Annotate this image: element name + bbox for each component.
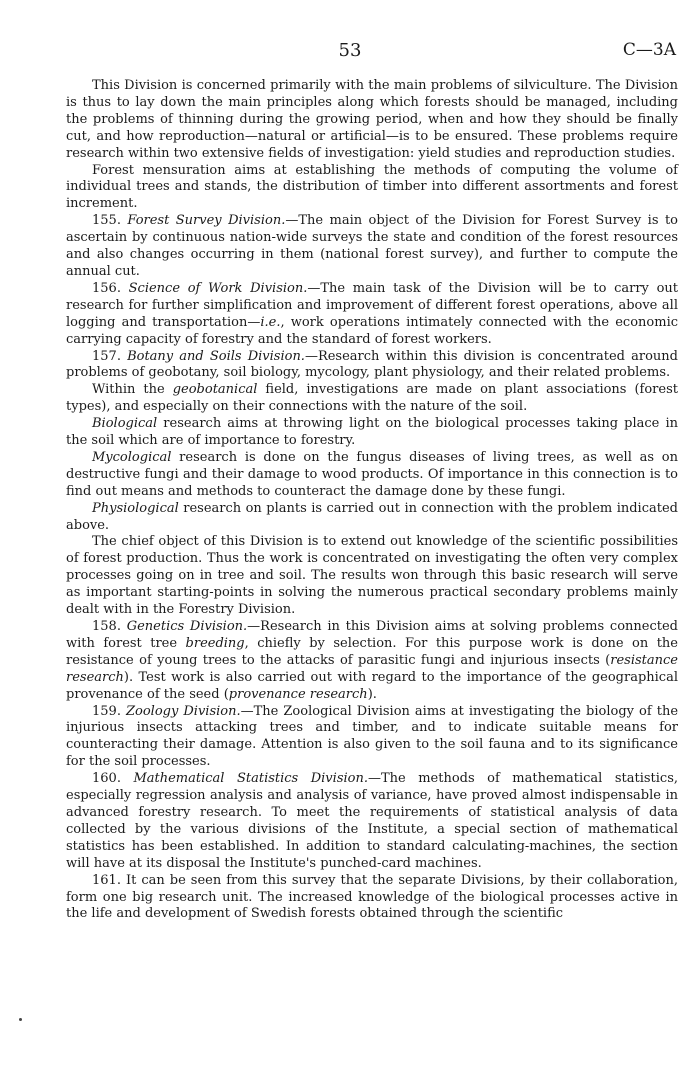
- section-heading: Genetics Division.: [126, 619, 248, 634]
- document-reference: C—3A: [622, 40, 676, 60]
- paragraph-text: field, investigations are made on plant associations (forest types), and especially on their connections with the nature of the soil.: [66, 382, 678, 415]
- paragraph-160-mathematical-statistics: [66, 771, 678, 872]
- paragraph-158-genetics: [66, 619, 678, 704]
- body-text: [66, 78, 678, 923]
- paragraph-text: , work operations intimately connected with the economic carrying capacity of forestry and the standard of forest workers.: [66, 314, 679, 347]
- paragraph-number: 157.: [92, 348, 128, 364]
- paragraph-geobotanical: [66, 382, 678, 416]
- paragraph-mycological: [66, 450, 678, 501]
- paragraph-text: —The main object of the Division for Forest Survey is to ascertain by continuous nation-wide surveys the state and condition of the forest resources and also changes occurring in them (national forest survey), and further to compute the annual cut.: [66, 213, 678, 279]
- section-heading: Forest Survey Division.: [127, 213, 286, 229]
- margin-dot: [19, 1018, 22, 1021]
- paragraph-text: —Research within this division is concentrated around problems of geobotany, soil biology, mycology, plant physiology, and their related problems.: [66, 348, 678, 381]
- paragraph-text: research on plants is carried out in connection with the problem indicated above.: [66, 500, 678, 533]
- paragraph-text: research aims at throwing light on the biological processes taking place in the soil which are of importance to forestry.: [66, 416, 678, 449]
- section-heading: Zoology Division.: [126, 703, 241, 719]
- italic-term: breeding: [185, 635, 245, 651]
- paragraph-155-forest-survey: [66, 213, 678, 281]
- section-heading: Science of Work Division.: [128, 280, 308, 296]
- italic-term: provenance research: [228, 686, 368, 702]
- paragraph-text: Within the: [92, 382, 173, 398]
- page-number: 53: [338, 40, 362, 61]
- paragraph-number: 160.: [92, 771, 134, 787]
- paragraph-161-summary: [66, 873, 678, 924]
- italic-term: resistance research: [66, 652, 678, 685]
- section-heading: Mathematical Statistics Division.: [133, 771, 368, 787]
- italic-term: Biological: [92, 416, 158, 432]
- paragraph-text: ). Test work is also carried out with regard to the importance of the geographical provenance of the seed (: [66, 669, 678, 702]
- italic-term: Physiological: [92, 500, 179, 516]
- paragraph-silviculture: [66, 78, 678, 163]
- paragraph-text: —The main task of the Division will be to carry out research for further simplification and improvement of different forest operations, above all logging and transportation—: [66, 280, 679, 330]
- paragraph-text: —Research in this Division aims at solving problems connected with forest tree: [66, 619, 678, 651]
- paragraph-number: 156.: [92, 280, 129, 296]
- paragraph-159-zoology: [66, 704, 678, 772]
- paragraph-text: —The methods of mathematical statistics, especially regression analysis and analysis of variance, have proved almost indispensable in advanced forestry research. To meet the requirements of statistical analysis of data collected by the various divisions of the Institute, a special section of mathematical statistics has been established. In addition to standard calculating-machines, the section will have at its disposal the Institute's punched-card machines.: [66, 771, 678, 871]
- paragraph-text: This Division is concerned primarily with the main problems of silviculture. The Division is thus to lay down the main principles along which forests should be managed, including the problems of thinning during the growing period, when and how they should be finally cut, and how reproduction—natural or artificial—is to be ensured. These problems require research within two extensive fields of investigation: yield studies and reproduction studies.: [66, 78, 678, 161]
- paragraph-text: research is done on the fungus diseases of living trees, as well as on destructive fungi and their damage to wood products. Of importance in this connection is to find out means and methods to counteract the damage done by these fungi.: [66, 449, 678, 499]
- paragraph-156-science-of-work: [66, 281, 678, 349]
- paragraph-text: Forest mensuration aims at establishing the methods of computing the volume of individual trees and stands, the distribution of timber into different assortments and forest increment.: [66, 162, 678, 212]
- italic-term: Mycological: [92, 449, 172, 465]
- italic-term: geobotanical: [172, 382, 258, 398]
- paragraph-text: —The Zoological Division aims at investigating the biology of the injurious insects attacking trees and timber, and to indicate suitable means for counteracting their damage. Attention is also given to the soil fauna and to its significance for the soil processes.: [66, 703, 679, 770]
- paragraph-number: 159.: [92, 703, 126, 719]
- paragraph-text: The chief object of this Division is to extend out knowledge of the scientific possibilities of forest production. Thus the work is concentrated on investigating the often very complex processes going on in tree and soil. The results won through this basic research will serve as important starting-points in solving the numerous practical secondary problems mainly dealt with in the Forestry Division.: [66, 534, 678, 618]
- paragraph-number: 155.: [92, 213, 128, 229]
- paragraph-physiological: [66, 501, 678, 535]
- paragraph-number: 158.: [92, 619, 127, 634]
- paragraph-biological: [66, 416, 678, 450]
- section-heading: Botany and Soils Division.: [127, 348, 305, 364]
- paragraph-text: 161. It can be seen from this survey that the separate Divisions, by their collaboration, form one big research unit. The increased knowledge of the biological processes active in the life and development of Swedish forests obtained through the scientific: [66, 872, 678, 922]
- paragraph-text: , chiefly by selection. For this purpose work is done on the resistance of young trees to the attacks of parasitic fungi and injurious insects (: [66, 635, 678, 668]
- paragraph-157-botany-soils: [66, 349, 678, 383]
- paragraph-forest-mensuration: [66, 163, 678, 214]
- italic-term: i.e.: [260, 314, 281, 330]
- paragraph-chief-object: [66, 534, 678, 619]
- paragraph-text: ).: [367, 686, 377, 702]
